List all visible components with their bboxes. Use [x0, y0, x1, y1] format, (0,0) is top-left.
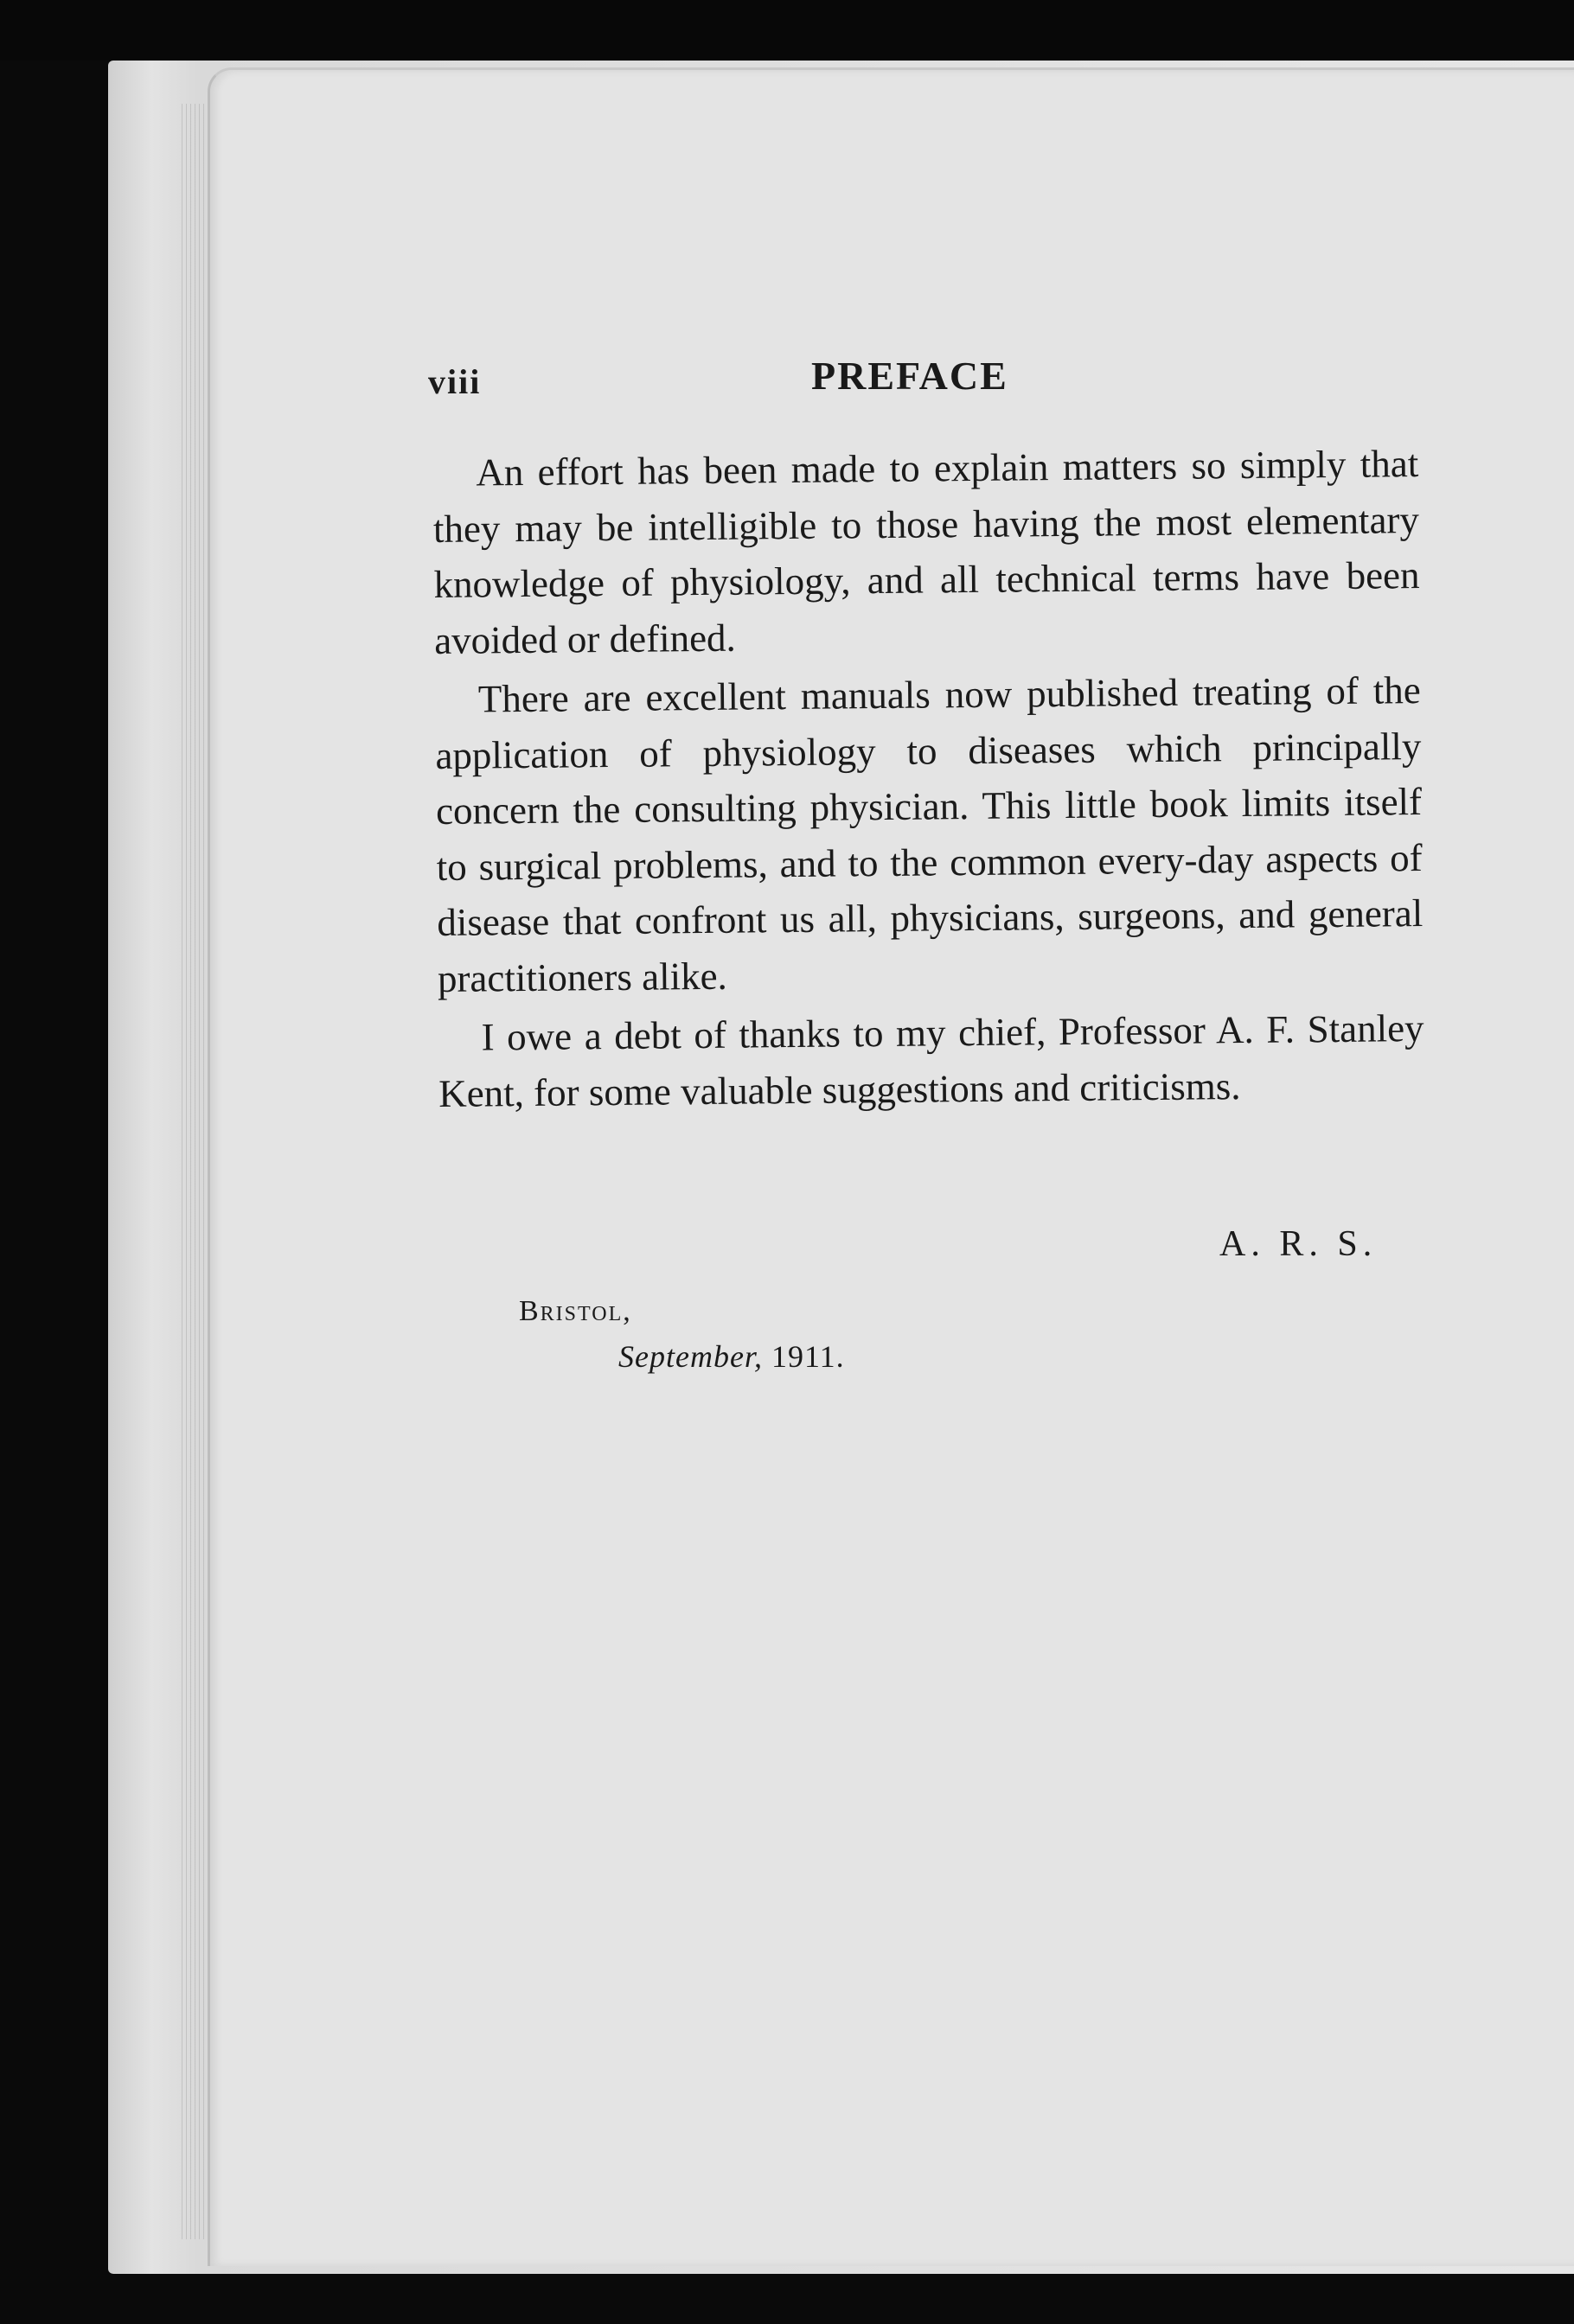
paragraph: I owe a debt of thanks to my chief, Professor A. F. Stanley Kent, for some valuable suggestions and criticisms. [438, 1006, 1424, 1115]
date-month: September, [618, 1339, 763, 1374]
page-number: viii [428, 362, 482, 401]
paragraph: An effort has been made to explain matters so simply that they may be intelligible to those having the most elementary knowledge of physiology, and all technical terms have been avoided or defined. [432, 442, 1420, 662]
date-line [618, 1338, 845, 1375]
running-head: PREFACE [811, 354, 1008, 398]
paragraph: There are excellent manuals now published treating of the application of physiology to diseases which principally concern the consulting physician. This little book limits itself to surgical problems, and to the common every-day aspects of disease that confront us all, physicians, surgeons, and general practitioners alike. [435, 668, 1424, 1000]
preface-body [432, 436, 1424, 1125]
place-line: Bristol, [519, 1295, 632, 1327]
author-initials: A. R. S. [1219, 1224, 1378, 1264]
date-year: 1911. [771, 1339, 845, 1374]
